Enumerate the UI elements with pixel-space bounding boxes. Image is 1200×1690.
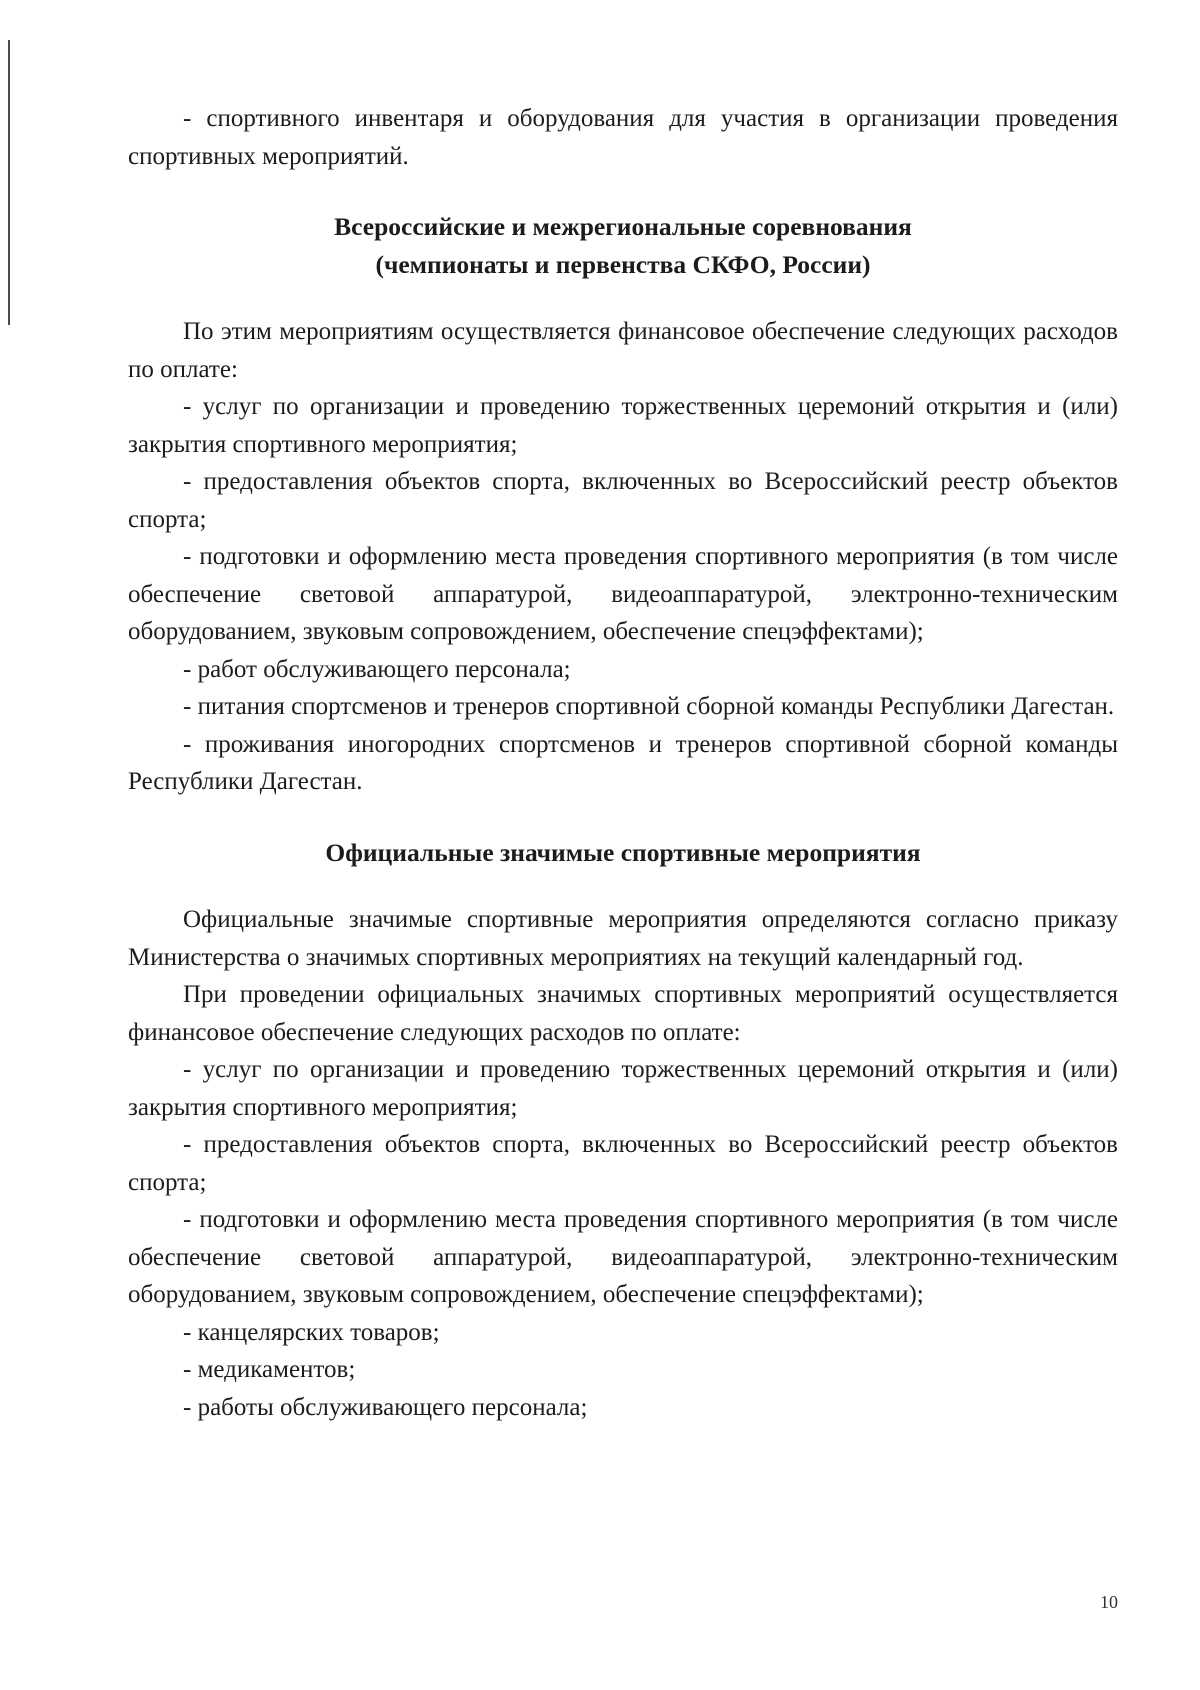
section-1-heading-line2: (чемпионаты и первенства СКФО, России) xyxy=(375,249,871,279)
section-1-item: - услуг по организации и проведению торжественных церемоний открытия и (или) закрытия спортивного мероприятия; xyxy=(128,393,1118,458)
section-2-para2: При проведении официальных значимых спортивных мероприятий осуществляется финансовое обеспечение следующих расходов по оплате: xyxy=(128,981,1118,1046)
section-1-heading xyxy=(128,208,1118,283)
section-2-item: - подготовки и оформлению места проведения спортивного мероприятия (в том числе обеспечение световой аппаратурой, видеоаппаратурой, электронно-техническим оборудованием, звуковым сопровождением, обеспечение спецэффектами); xyxy=(128,1206,1118,1308)
section-1-item: - предоставления объектов спорта, включенных во Всероссийский реестр объектов спорта; xyxy=(128,468,1118,533)
intro-continuation: - спортивного инвентаря и оборудования для участия в организации проведения спортивных мероприятий. xyxy=(128,105,1118,170)
section-1-item: - питания спортсменов и тренеров спортивной сборной команды Республики Дагестан. xyxy=(183,693,1115,720)
document-body xyxy=(128,100,1118,1426)
section-1-heading-line1: Всероссийские и межрегиональные соревнования xyxy=(334,212,912,241)
section-2-item: - медикаментов; xyxy=(183,1356,356,1383)
section-2-item: - услуг по организации и проведению торжественных церемоний открытия и (или) закрытия спортивного мероприятия; xyxy=(128,1056,1118,1121)
section-1-item: - проживания иногородних спортсменов и тренеров спортивной сборной команды Республики Дагестан. xyxy=(128,730,1118,795)
section-1-intro: По этим мероприятиям осуществляется финансовое обеспечение следующих расходов по оплате: xyxy=(128,318,1118,383)
section-2-item: - канцелярских товаров; xyxy=(183,1318,440,1346)
section-2-item: - предоставления объектов спорта, включенных во Всероссийский реестр объектов спорта; xyxy=(128,1131,1118,1196)
section-1-item: - подготовки и оформлению места проведения спортивного мероприятия (в том числе обеспечение световой аппаратурой, видеоаппаратурой, электронно-техническим оборудованием, звуковым сопровождением, обеспечение спецэффектами); xyxy=(128,543,1118,645)
scan-margin-line xyxy=(8,40,10,325)
section-2-item: - работы обслуживающего персонала; xyxy=(183,1393,588,1421)
section-2-heading: Официальные значимые спортивные мероприятия xyxy=(325,837,921,867)
page-number: 10 xyxy=(1100,1592,1118,1612)
section-1-item: - работ обслуживающего персонала; xyxy=(183,655,571,683)
section-2-para1: Официальные значимые спортивные мероприятия определяются согласно приказу Министерства о значимых спортивных мероприятиях на текущий календарный год. xyxy=(128,906,1118,971)
